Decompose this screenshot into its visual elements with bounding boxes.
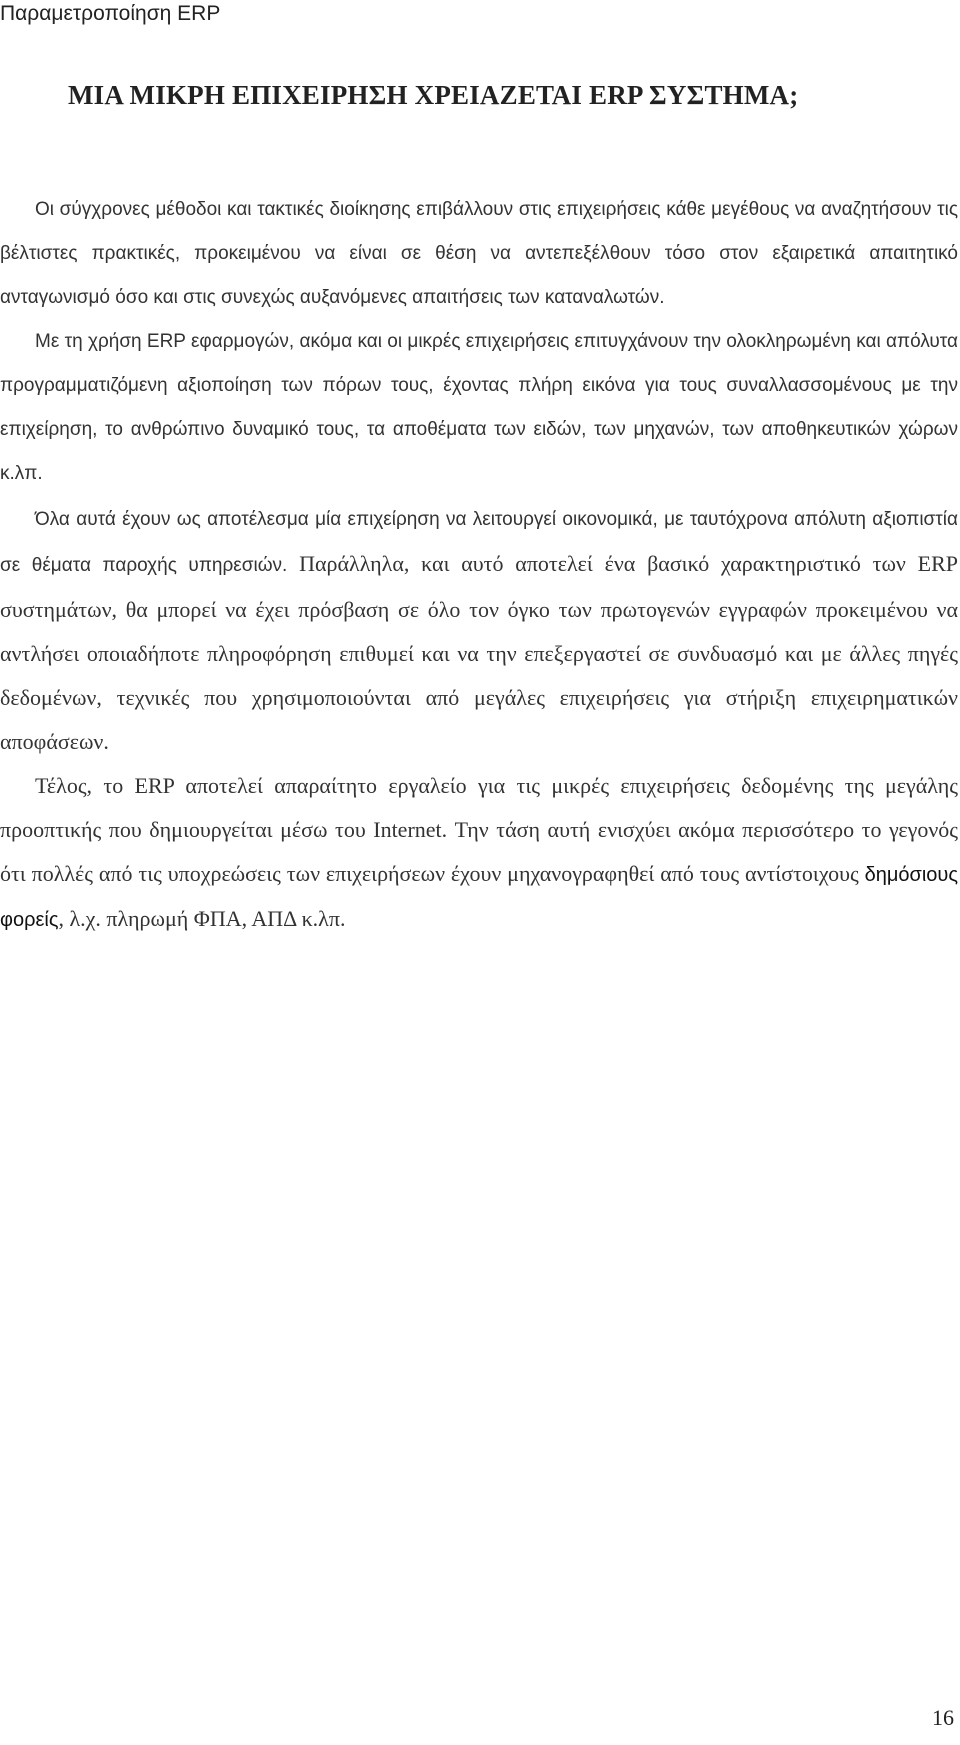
paragraph-2: Με τη χρήση ERP εφαρμογών, ακόμα και οι μικρές επιχειρήσεις επιτυγχάνουν την ολοκληρωμένη και απόλυτα προγραμματιζόμενη αξιοποίηση των πόρων τους, έχοντας πλήρη εικόνα για τους συναλλασσομένους με την επιχείρηση, το ανθρώπινο δυναμικό τους, τα αποθέματα των ειδών, των μηχανών, των αποθηκευτικών χώρων κ.λπ. — [0, 331, 958, 484]
paragraph-1: Οι σύγχρονες μέθοδοι και τακτικές διοίκησης επιβάλλουν στις επιχειρήσεις κάθε μεγέθους να αναζητήσουν τις βέλτιστες πρακτικές, προκειμένου να είναι σε θέση να αντεπεξέλθουν τόσο στον εξαιρετικά απαιτητικό ανταγωνισμό όσο και στις συνεχώς αυξανόμενες απαιτήσεις των καταναλωτών. — [0, 199, 958, 308]
paragraph-4-part-c: , λ.χ. πληρωμή ΦΠΑ, ΑΠΔ κ.λπ. — [58, 906, 346, 931]
document-body — [0, 188, 958, 942]
page-number: 16 — [932, 1705, 954, 1730]
paragraph-3-sans-part: Όλα αυτά έχουν ως αποτέλεσμα μία επιχείρηση να λειτουργεί οικονομικά, με ταυτόχρονα απόλυτη αξιοπιστία σε θέματα παροχής υπηρεσιών. — [0, 509, 958, 576]
paragraph-4-part-a: Τέλος, το ERP αποτελεί απαραίτητο εργαλείο για τις μικρές επιχειρήσεις δεδομένης της μεγάλης προοπτικής που δημιουργείται μέσω του Internet. Την τάση αυτή ενισχύει ακόμα περισσότερο το γεγονός ότι πολλές από τις υποχρεώσεις των επιχειρήσεων έχουν μηχανογραφηθεί από τους αντίστοιχους — [0, 773, 958, 886]
paragraph-3-serif-part: Παράλληλα, και αυτό αποτελεί ένα βασικό χαρακτηριστικό των ERP συστημάτων, θα μπορεί να έχει πρόσβαση σε όλο τον όγκο των πρωτογενών εγγραφών προκειμένου να αντλήσει οποιαδήποτε πληροφόρηση επιθυμεί και να την επεξεργαστεί σε συνδυασμό και με άλλες πηγές δεδομένων, τεχνικές που χρησιμοποιούνται από μεγάλες επιχειρήσεις για στήριξη επιχειρηματικών αποφάσεων. — [0, 551, 959, 754]
paragraph-4-highlighted-term: δημόσιους φορείς — [0, 864, 958, 931]
paragraph-3 — [0, 496, 958, 764]
paragraph-4 — [0, 764, 958, 942]
page-title: ΜΙΑ ΜΙΚΡΗ ΕΠΙΧΕΙΡΗΣΗ ΧΡΕΙΑΖΕΤΑΙ ERP ΣΥΣΤΗΜΑ; — [68, 80, 799, 110]
running-header: Παραμετροποίηση ERP — [0, 2, 221, 25]
